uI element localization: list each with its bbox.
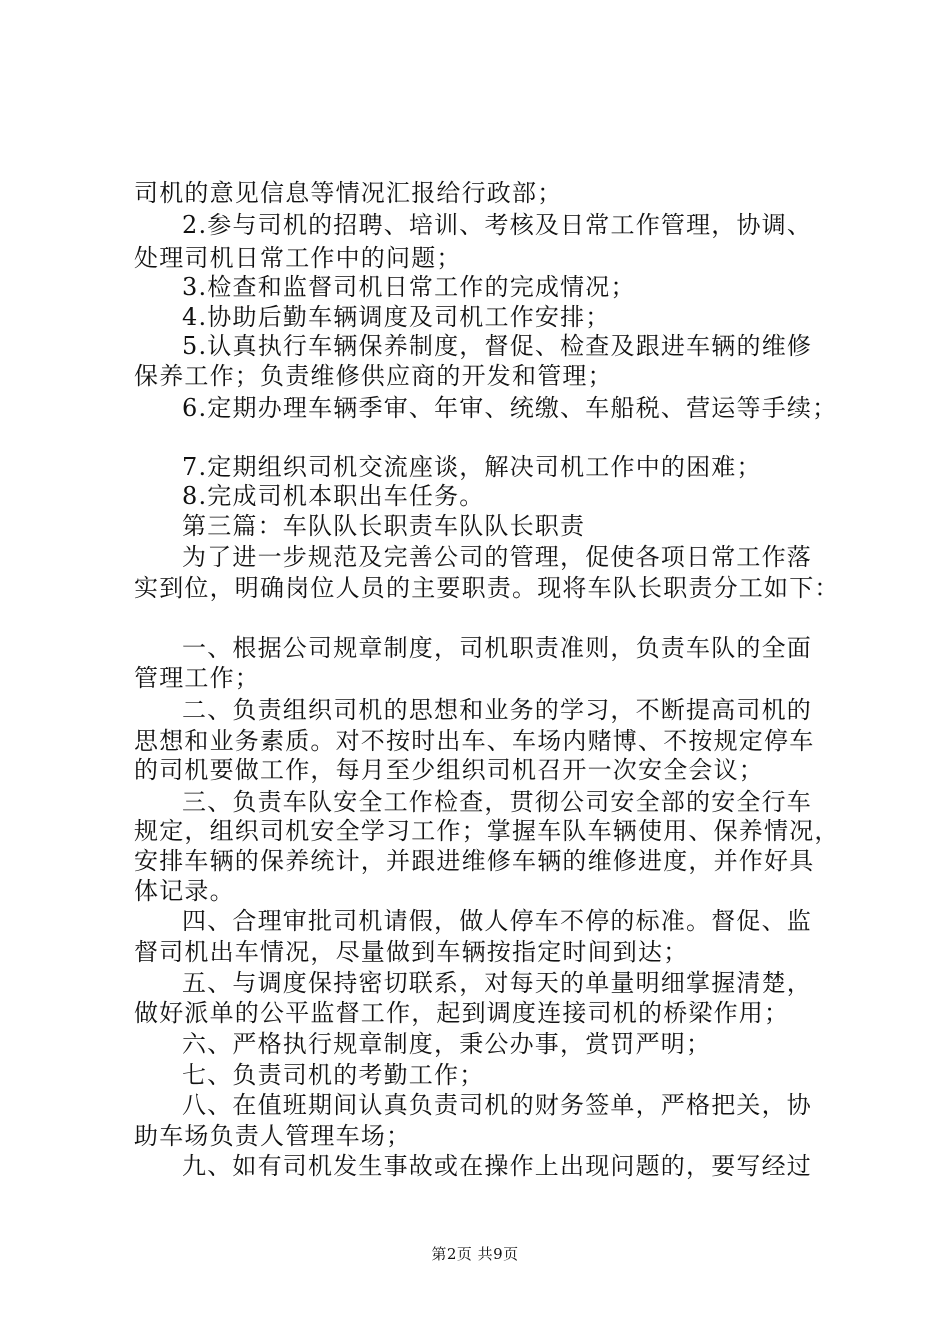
text-line: 司机的意见信息等情况汇报给行政部；: [134, 179, 563, 207]
text-line: 4.协助后勤车辆调度及司机工作安排；: [182, 303, 611, 331]
text-line: 2.参与司机的招聘、培训、考核及日常工作管理，协调、: [182, 211, 813, 239]
text-line: 体记录。: [134, 877, 235, 905]
text-line: 规定，组织司机安全学习工作；掌握车队车辆使用、保养情况，: [134, 817, 840, 845]
text-line: 安排车辆的保养统计，并跟进维修车辆的维修进度，并作好具: [134, 847, 815, 875]
text-line: 三、负责车队安全工作检查，贯彻公司安全部的安全行车: [182, 788, 812, 816]
text-line: 二、负责组织司机的思想和业务的学习，不断提高司机的: [182, 696, 812, 724]
text-line: 四、合理审批司机请假，做人停车不停的标准。督促、监: [182, 907, 812, 935]
text-line: 督司机出车情况，尽量做到车辆按指定时间到达；: [134, 938, 689, 966]
text-line: 助车场负责人管理车场；: [134, 1122, 412, 1150]
text-line: 3.检查和监督司机日常工作的完成情况；: [182, 273, 636, 301]
text-line: 保养工作；负责维修供应商的开发和管理；: [134, 362, 613, 390]
text-line: 七、负责司机的考勤工作；: [182, 1061, 485, 1089]
text-line: 八、在值班期间认真负责司机的财务签单，严格把关，协: [182, 1091, 812, 1119]
text-line: 九、如有司机发生事故或在操作上出现问题的，要写经过: [182, 1152, 812, 1180]
text-line: 为了进一步规范及完善公司的管理，促使各项日常工作落: [182, 543, 812, 571]
text-line: 处理司机日常工作中的问题；: [134, 244, 462, 272]
text-line: 实到位，明确岗位人员的主要职责。现将车队长职责分工如下：: [134, 574, 840, 602]
text-line: 的司机要做工作，每月至少组织司机召开一次安全会议；: [134, 756, 764, 784]
text-line: 管理工作；: [134, 664, 260, 692]
text-line: 8.完成司机本职出车任务。: [182, 482, 485, 510]
text-line: 6.定期办理车辆季审、年审、统缴、车船税、营运等手续；: [182, 394, 838, 422]
text-line: 六、严格执行规章制度，秉公办事，赏罚严明；: [182, 1030, 712, 1058]
page-footer: 第2页 共9页: [431, 1245, 519, 1263]
section-heading: 第三篇：车队队长职责车队队长职责: [182, 512, 586, 540]
text-line: 一、根据公司规章制度，司机职责准则，负责车队的全面: [182, 634, 812, 662]
text-line: 5.认真执行车辆保养制度，督促、检查及跟进车辆的维修: [182, 332, 813, 360]
text-line: 五、与调度保持密切联系，对每天的单量明细掌握清楚，: [182, 969, 812, 997]
text-line: 做好派单的公平监督工作，起到调度连接司机的桥梁作用；: [134, 999, 790, 1027]
text-line: 思想和业务素质。对不按时出车、车场内赌博、不按规定停车: [134, 727, 815, 755]
text-line: 7.定期组织司机交流座谈，解决司机工作中的困难；: [182, 453, 762, 481]
